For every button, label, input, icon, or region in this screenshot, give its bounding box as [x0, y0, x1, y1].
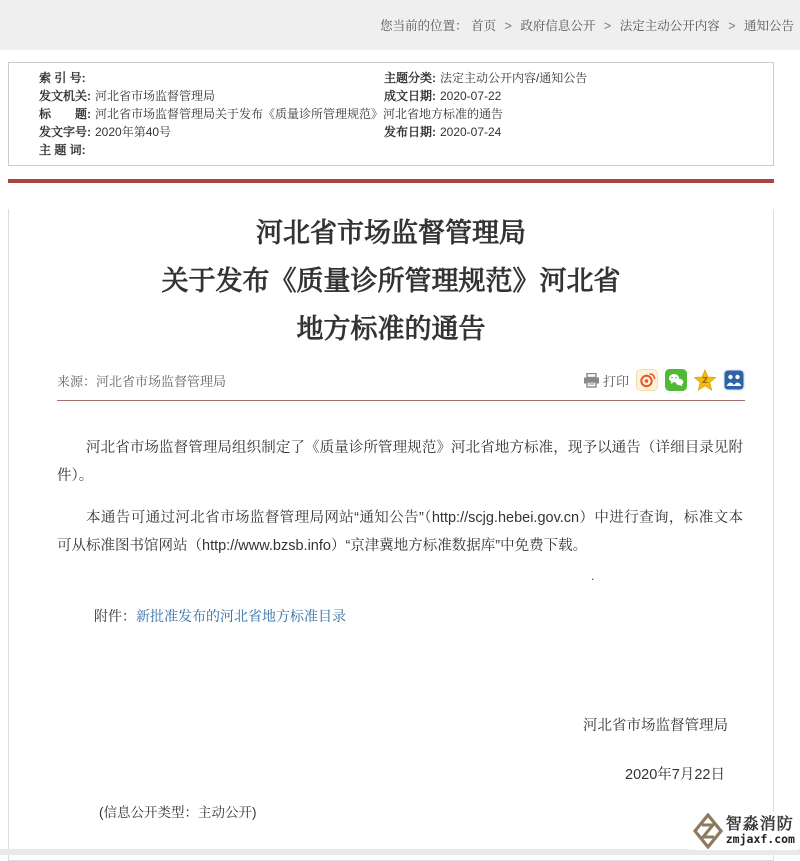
meta-label-keywords: 主 题 词: — [39, 143, 86, 157]
watermark-domain: zmjaxf.com — [725, 832, 795, 847]
site-watermark — [689, 812, 798, 850]
meta-value-doc-number: 2020年第40号 — [95, 125, 172, 139]
svg-text:Z: Z — [702, 376, 708, 385]
print-label: 打印 — [602, 373, 629, 389]
article-source — [57, 371, 226, 390]
qzone-icon[interactable] — [694, 369, 716, 391]
attachment-row — [94, 606, 773, 626]
watermark-text — [726, 817, 795, 846]
signature-agency: 河北省市场监督管理局 — [583, 718, 728, 734]
article-title-line: 河北省市场监督管理局 — [256, 218, 526, 248]
meta-label-title: 标 题: — [39, 107, 91, 121]
article-content-box — [8, 209, 774, 861]
print-button[interactable] — [583, 371, 629, 390]
article-paragraph: 河北省市场监督管理局组织制定了《质量诊所管理规范》河北省地方标准，现予以通告（详细目录见附件）。 — [57, 440, 743, 484]
meta-value-publish-date: 2020-07-24 — [439, 125, 502, 139]
source-toolbar-row — [57, 369, 745, 401]
wechat-icon[interactable] — [665, 369, 687, 391]
meta-label-category: 主题分类: — [383, 71, 436, 85]
renren-icon[interactable] — [723, 369, 745, 391]
disclosure-type-note: (信息公开类型：主动公开) — [99, 805, 257, 820]
share-toolbar — [583, 369, 745, 391]
source-label: 来源： — [57, 373, 97, 389]
breadcrumb-separator: > — [728, 19, 736, 33]
red-divider-line — [8, 179, 774, 183]
attachment-label: 附件： — [94, 608, 136, 624]
signature-date: 2020年7月22日 — [625, 767, 725, 783]
attachment-link[interactable]: 新批准发布的河北省地方标准目录 — [136, 608, 346, 624]
bottom-gray-strip — [0, 849, 800, 855]
article-paragraph: 本通告可通过河北省市场监督管理局网站“通知公告”（http://scjg.hebei.gov.cn）中进行查询，标准文本可从标准图书馆网站（http://www.bzsb.info）“京津冀地方标准数据库”中免费下载。 — [57, 510, 743, 554]
meta-label-index-no: 索 引 号: — [39, 71, 86, 85]
breadcrumb-separator: > — [603, 19, 612, 33]
breadcrumb-item-statutory[interactable]: 法定主动公开内容 — [619, 19, 720, 33]
breadcrumb — [380, 16, 794, 34]
meta-label-publish-date: 发布日期: — [383, 125, 436, 139]
meta-value-title: 河北省市场监督管理局关于发布《质量诊所管理规范》河北省地方标准的通告 — [95, 107, 504, 121]
article-title — [9, 209, 773, 353]
meta-value-issuer: 河北省市场监督管理局 — [95, 89, 216, 103]
meta-value-category: 法定主动公开内容/通知公告 — [439, 71, 588, 85]
source-value: 河北省市场监督管理局 — [96, 373, 227, 389]
top-bar — [0, 0, 800, 50]
stray-dot-artifact: . — [591, 569, 595, 583]
meta-label-doc-number: 发文字号: — [39, 125, 91, 139]
document-meta-panel — [8, 62, 774, 166]
sina-weibo-icon[interactable] — [636, 369, 658, 391]
article-title-line: 关于发布《质量诊所管理规范》河北省 — [161, 266, 621, 296]
breadcrumb-label: 您当前的位置： — [380, 19, 468, 33]
breadcrumb-item-notices[interactable]: 通知公告 — [743, 19, 794, 33]
article-title-line: 地方标准的通告 — [296, 314, 486, 344]
breadcrumb-item-gov-info[interactable]: 政府信息公开 — [520, 19, 596, 33]
meta-label-issuer: 发文机关: — [39, 89, 91, 103]
breadcrumb-separator: > — [504, 19, 512, 33]
meta-value-written-date: 2020-07-22 — [439, 89, 502, 103]
printer-icon — [583, 373, 600, 388]
breadcrumb-item-home[interactable]: 首页 — [471, 19, 497, 33]
document-container — [8, 62, 774, 861]
meta-label-written-date: 成文日期: — [383, 89, 436, 103]
watermark-brand: 智淼消防 — [725, 815, 794, 833]
zhimiao-diamond-logo-icon — [692, 813, 724, 849]
